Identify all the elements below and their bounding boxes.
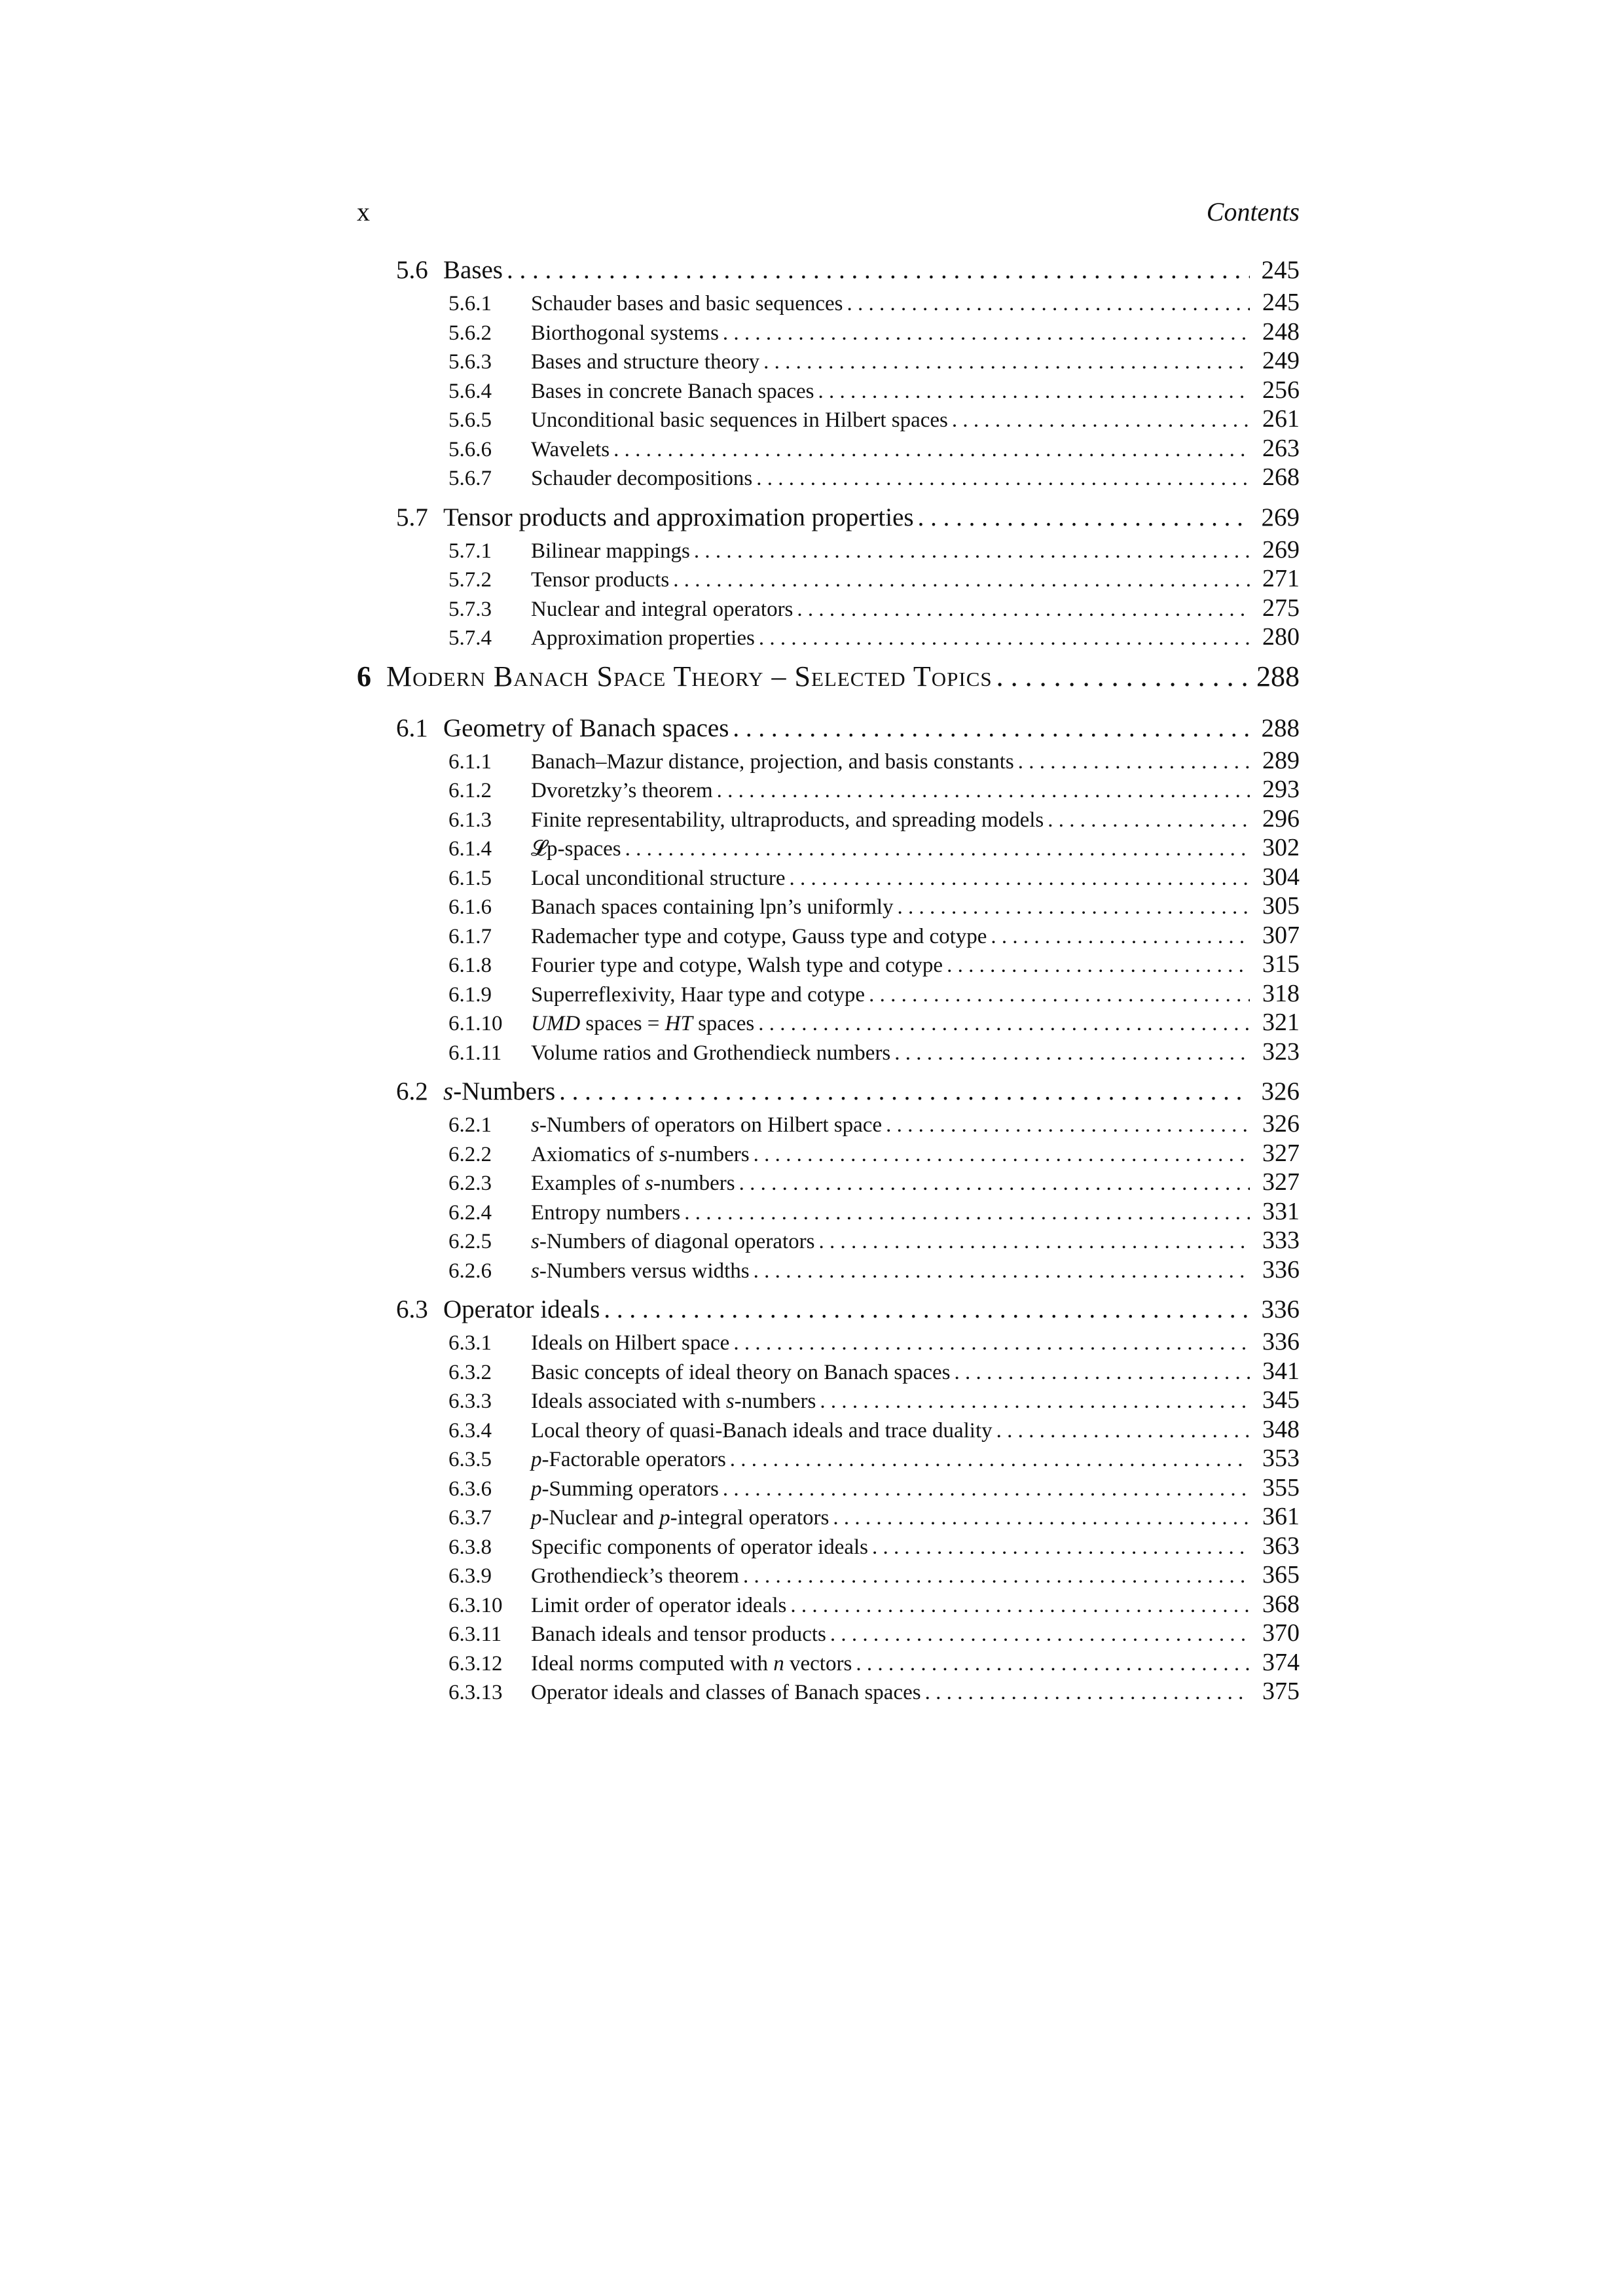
toc-subsection xyxy=(357,833,1300,863)
dot-leader xyxy=(833,1506,1250,1530)
entry-title: Tensor products xyxy=(531,568,670,592)
entry-title: Rademacher type and cotype, Gauss type and cotype xyxy=(531,924,987,948)
toc-subsection xyxy=(357,863,1300,892)
toc-subsection xyxy=(357,1386,1300,1415)
running-title: Contents xyxy=(1206,197,1300,226)
dot-leader xyxy=(830,1623,1250,1647)
entry-number: 6.1.7 xyxy=(448,924,492,948)
dot-leader xyxy=(604,1295,1250,1324)
toc-subsection xyxy=(357,346,1300,376)
dot-leader xyxy=(790,867,1250,891)
entry-page: 363 xyxy=(1262,1532,1300,1560)
toc-subsection xyxy=(357,1357,1300,1386)
entry-number: 6.1 xyxy=(396,713,428,742)
entry-number: 5.6.3 xyxy=(448,350,492,374)
toc-subsection xyxy=(357,317,1300,347)
entry-page: 327 xyxy=(1262,1139,1300,1167)
entry-number: 6.2.5 xyxy=(448,1230,492,1253)
entry-number: 6.1.6 xyxy=(448,895,492,919)
dot-leader xyxy=(507,255,1250,285)
entry-title: Unconditional basic sequences in Hilbert spaces xyxy=(531,408,948,432)
entry-number: 6.3.13 xyxy=(448,1681,503,1704)
entry-number: 6.1.10 xyxy=(448,1012,503,1035)
dot-leader xyxy=(625,837,1250,861)
page-numeral: x xyxy=(357,197,370,226)
entry-page: 331 xyxy=(1262,1197,1300,1225)
entry-number: 6.3.11 xyxy=(448,1623,502,1646)
entry-title: Tensor products and approximation properties xyxy=(443,503,914,531)
entry-title: Fourier type and cotype, Walsh type and cotype xyxy=(531,954,943,977)
toc-subsection xyxy=(357,1619,1300,1648)
toc-subsection xyxy=(357,564,1300,594)
entry-title: Wavelets xyxy=(531,437,610,461)
dot-leader xyxy=(847,292,1250,316)
entry-title: Limit order of operator ideals xyxy=(531,1593,787,1617)
entry-number: 6.3.3 xyxy=(448,1390,492,1413)
toc-subsection xyxy=(357,775,1300,804)
dot-leader xyxy=(684,1201,1250,1225)
dot-leader xyxy=(996,1419,1250,1443)
dot-leader xyxy=(694,539,1250,564)
toc-section xyxy=(357,1077,1300,1109)
entry-number: 6.2.3 xyxy=(448,1172,492,1195)
dot-leader xyxy=(759,626,1250,651)
entry-title: Schauder bases and basic sequences xyxy=(531,292,843,315)
entry-number: 6.3.12 xyxy=(448,1651,503,1676)
entry-number: 5.6 xyxy=(396,256,428,284)
toc-subsection xyxy=(357,1168,1300,1197)
entry-title: s-Numbers of diagonal operators xyxy=(531,1230,815,1253)
entry-title: Local theory of quasi-Banach ideals and trace duality xyxy=(531,1418,993,1443)
entry-number: 6.1.2 xyxy=(448,779,492,802)
entry-page: 288 xyxy=(1256,660,1300,692)
entry-page: 263 xyxy=(1262,434,1300,462)
entry-title: p-Summing operators xyxy=(531,1477,719,1501)
entry-page: 305 xyxy=(1262,892,1300,920)
entry-title: s-Numbers versus widths xyxy=(531,1259,750,1283)
dot-leader xyxy=(996,660,1250,693)
entry-title: Dvoretzky’s theorem xyxy=(531,779,713,802)
entry-page: 326 xyxy=(1261,1077,1300,1105)
toc-subsection xyxy=(357,622,1300,652)
dot-leader xyxy=(758,1012,1250,1036)
entry-title: Specific components of operator ideals xyxy=(531,1535,868,1559)
entry-page: 288 xyxy=(1261,713,1300,742)
entry-page: 353 xyxy=(1262,1444,1300,1472)
entry-page: 341 xyxy=(1262,1357,1300,1385)
toc-subsection xyxy=(357,1415,1300,1444)
toc-subsection xyxy=(357,1008,1300,1037)
dot-leader xyxy=(754,1259,1250,1283)
dot-leader xyxy=(733,713,1250,743)
toc-subsection xyxy=(357,1197,1300,1227)
dot-leader xyxy=(818,1230,1250,1254)
entry-number: 5.7 xyxy=(396,503,428,531)
toc-subsection xyxy=(357,1560,1300,1590)
entry-number: 5.7.2 xyxy=(448,568,492,592)
toc-page xyxy=(357,196,1300,1706)
entry-title: Superreflexivity, Haar type and cotype xyxy=(531,982,866,1007)
entry-page: 315 xyxy=(1262,950,1300,978)
entry-number: 5.7.4 xyxy=(448,626,492,650)
entry-page: 269 xyxy=(1262,535,1300,564)
entry-title: s-Numbers xyxy=(443,1077,556,1105)
entry-title: Finite representability, ultraproducts, and spreading models xyxy=(531,808,1044,832)
entry-title: Nuclear and integral operators xyxy=(531,597,793,621)
dot-leader xyxy=(947,954,1250,978)
entry-page: 248 xyxy=(1262,317,1300,346)
toc-section xyxy=(357,503,1300,535)
dot-leader xyxy=(872,1535,1250,1560)
dot-leader xyxy=(559,1077,1250,1106)
entry-page: 275 xyxy=(1262,594,1300,622)
toc-subsection xyxy=(357,746,1300,776)
toc-subsection xyxy=(357,804,1300,834)
toc-subsection xyxy=(357,1473,1300,1503)
entry-title: Ideals on Hilbert space xyxy=(531,1331,730,1355)
entry-page: 245 xyxy=(1261,256,1300,284)
entry-page: 333 xyxy=(1262,1227,1300,1254)
entry-page: 280 xyxy=(1262,623,1300,651)
entry-number: 5.6.2 xyxy=(448,321,492,345)
toc-subsection xyxy=(357,594,1300,623)
dot-leader xyxy=(898,895,1250,920)
entry-page: 327 xyxy=(1262,1168,1300,1196)
entry-page: 289 xyxy=(1262,746,1300,774)
toc-section xyxy=(357,255,1300,288)
toc-section xyxy=(357,713,1300,746)
dot-leader xyxy=(739,1172,1250,1196)
dot-leader xyxy=(754,1143,1250,1167)
toc-subsection xyxy=(357,1109,1300,1139)
entry-number: 6.2 xyxy=(396,1077,428,1105)
dot-leader xyxy=(918,503,1250,532)
entry-number: 5.7.3 xyxy=(448,597,492,621)
entry-number: 6 xyxy=(357,660,371,692)
entry-title: Axiomatics of s-numbers xyxy=(531,1142,750,1166)
entry-title: UMD spaces = HT spaces xyxy=(531,1012,755,1035)
entry-page: 323 xyxy=(1262,1037,1300,1066)
dot-leader xyxy=(723,321,1250,346)
toc-subsection xyxy=(357,535,1300,565)
entry-title: Bases and structure theory xyxy=(531,350,760,374)
entry-page: 296 xyxy=(1262,804,1300,833)
entry-title: Schauder decompositions xyxy=(531,467,753,490)
entry-number: 6.1.8 xyxy=(448,954,492,977)
entry-title: p-Nuclear and p-integral operators xyxy=(531,1506,830,1530)
toc-subsection xyxy=(357,1677,1300,1706)
dot-leader xyxy=(925,1681,1250,1705)
entry-number: 6.2.1 xyxy=(448,1113,492,1137)
entry-page: 271 xyxy=(1262,565,1300,592)
entry-title: Bases xyxy=(443,256,503,284)
dot-leader xyxy=(1018,750,1250,774)
entry-number: 5.6.5 xyxy=(448,408,492,432)
dot-leader xyxy=(991,925,1250,949)
dot-leader xyxy=(894,1041,1250,1066)
dot-leader xyxy=(818,380,1250,404)
entry-title: Basic concepts of ideal theory on Banach spaces xyxy=(531,1360,951,1384)
toc-subsection xyxy=(357,950,1300,979)
entry-page: 348 xyxy=(1262,1415,1300,1443)
entry-number: 6.3.1 xyxy=(448,1331,492,1355)
entry-page: 245 xyxy=(1262,289,1300,316)
entry-title: Operator ideals and classes of Banach spaces xyxy=(531,1681,921,1704)
entry-number: 6.3.5 xyxy=(448,1448,492,1471)
entry-page: 304 xyxy=(1262,863,1300,891)
entry-title: Volume ratios and Grothendieck numbers xyxy=(531,1041,891,1065)
toc-subsection xyxy=(357,404,1300,434)
entry-page: 321 xyxy=(1262,1009,1300,1036)
entry-title: s-Numbers of operators on Hilbert space xyxy=(531,1113,883,1137)
dot-leader xyxy=(756,467,1250,491)
toc-subsection xyxy=(357,891,1300,921)
toc-section xyxy=(357,1295,1300,1327)
entry-title: Approximation properties xyxy=(531,626,755,650)
entry-title: Ideals associated with s-numbers xyxy=(531,1390,816,1413)
entry-number: 6.3.7 xyxy=(448,1506,492,1530)
toc-subsection xyxy=(357,1037,1300,1067)
dot-leader xyxy=(952,408,1250,433)
dot-leader xyxy=(733,1331,1250,1355)
toc-subsection xyxy=(357,1648,1300,1677)
entry-number: 6.1.1 xyxy=(448,749,492,774)
entry-number: 5.6.6 xyxy=(448,437,492,461)
entry-title: Examples of s-numbers xyxy=(531,1172,735,1195)
entry-number: 5.7.1 xyxy=(448,539,492,563)
entry-number: 6.1.3 xyxy=(448,808,492,832)
entry-page: 365 xyxy=(1262,1561,1300,1588)
table-of-contents xyxy=(357,255,1300,1706)
dot-leader xyxy=(955,1361,1250,1385)
entry-title: Bilinear mappings xyxy=(531,539,690,563)
toc-subsection xyxy=(357,1226,1300,1255)
dot-leader xyxy=(820,1390,1250,1414)
entry-page: 361 xyxy=(1262,1503,1300,1530)
entry-page: 326 xyxy=(1262,1110,1300,1138)
entry-page: 370 xyxy=(1262,1619,1300,1647)
toc-subsection xyxy=(357,434,1300,463)
entry-title: p-Factorable operators xyxy=(531,1448,726,1471)
toc-subsection xyxy=(357,288,1300,317)
dot-leader xyxy=(763,350,1250,374)
dot-leader xyxy=(613,438,1250,462)
dot-leader xyxy=(1048,808,1250,833)
entry-number: 6.3.10 xyxy=(448,1593,503,1617)
entry-title: Bases in concrete Banach spaces xyxy=(531,379,814,403)
entry-title: Operator ideals xyxy=(443,1295,600,1323)
toc-subsection xyxy=(357,921,1300,950)
entry-number: 6.2.4 xyxy=(448,1200,492,1225)
entry-number: 5.6.1 xyxy=(448,292,492,315)
toc-subsection xyxy=(357,1255,1300,1285)
dot-leader xyxy=(730,1448,1250,1472)
entry-page: 336 xyxy=(1262,1255,1300,1283)
entry-page: 307 xyxy=(1262,921,1300,949)
entry-title: Banach ideals and tensor products xyxy=(531,1623,826,1646)
entry-title: 𝓛p-spaces xyxy=(531,837,621,861)
toc-subsection xyxy=(357,1502,1300,1532)
dot-leader xyxy=(869,983,1250,1007)
entry-page: 345 xyxy=(1262,1386,1300,1414)
entry-number: 6.1.11 xyxy=(448,1041,502,1065)
entry-page: 355 xyxy=(1262,1473,1300,1501)
dot-leader xyxy=(886,1113,1250,1138)
entry-number: 6.3.9 xyxy=(448,1564,492,1588)
entry-number: 6.1.4 xyxy=(448,837,492,861)
entry-number: 6.1.5 xyxy=(448,866,492,890)
entry-title: Entropy numbers xyxy=(531,1200,681,1225)
entry-number: 6.3 xyxy=(396,1295,428,1323)
entry-page: 374 xyxy=(1262,1648,1300,1676)
entry-title: Biorthogonal systems xyxy=(531,321,719,345)
entry-page: 269 xyxy=(1261,503,1300,531)
entry-page: 261 xyxy=(1262,405,1300,433)
entry-number: 6.3.2 xyxy=(448,1360,492,1384)
entry-number: 5.6.7 xyxy=(448,467,492,490)
entry-page: 249 xyxy=(1262,347,1300,374)
entry-page: 336 xyxy=(1261,1295,1300,1323)
entry-page: 368 xyxy=(1262,1590,1300,1618)
toc-subsection xyxy=(357,979,1300,1009)
toc-chapter xyxy=(357,660,1300,703)
toc-subsection xyxy=(357,463,1300,492)
entry-page: 302 xyxy=(1262,834,1300,861)
entry-number: 6.2.2 xyxy=(448,1142,492,1166)
dot-leader xyxy=(790,1594,1250,1618)
running-header xyxy=(357,196,1300,242)
entry-page: 375 xyxy=(1262,1677,1300,1705)
toc-subsection xyxy=(357,1444,1300,1473)
entry-number: 6.3.4 xyxy=(448,1418,492,1443)
toc-subsection xyxy=(357,1532,1300,1561)
entry-number: 5.6.4 xyxy=(448,379,492,403)
toc-subsection xyxy=(357,1139,1300,1168)
entry-number: 6.3.6 xyxy=(448,1477,492,1501)
toc-subsection xyxy=(357,1590,1300,1619)
entry-number: 6.2.6 xyxy=(448,1259,492,1283)
dot-leader xyxy=(856,1652,1250,1676)
entry-title: Grothendieck’s theorem xyxy=(531,1564,739,1588)
dot-leader xyxy=(797,598,1250,622)
entry-title: Local unconditional structure xyxy=(531,866,786,890)
toc-subsection xyxy=(357,1327,1300,1357)
entry-number: 6.3.8 xyxy=(448,1535,492,1559)
entry-title: Ideal norms computed with n vectors xyxy=(531,1651,852,1676)
entry-title: Modern Banach Space Theory – Selected Topics xyxy=(386,660,993,692)
entry-page: 293 xyxy=(1262,776,1300,803)
dot-leader xyxy=(723,1477,1250,1501)
entry-title: Banach spaces containing lpn’s uniformly xyxy=(531,895,894,919)
entry-page: 336 xyxy=(1262,1328,1300,1355)
dot-leader xyxy=(717,779,1250,803)
entry-page: 318 xyxy=(1262,979,1300,1007)
dot-leader xyxy=(743,1564,1250,1588)
entry-page: 256 xyxy=(1262,376,1300,404)
entry-page: 268 xyxy=(1262,463,1300,491)
dot-leader xyxy=(673,568,1250,592)
toc-subsection xyxy=(357,376,1300,405)
entry-title: Geometry of Banach spaces xyxy=(443,713,729,742)
entry-number: 6.1.9 xyxy=(448,982,492,1007)
entry-title: Banach–Mazur distance, projection, and basis constants xyxy=(531,749,1014,774)
